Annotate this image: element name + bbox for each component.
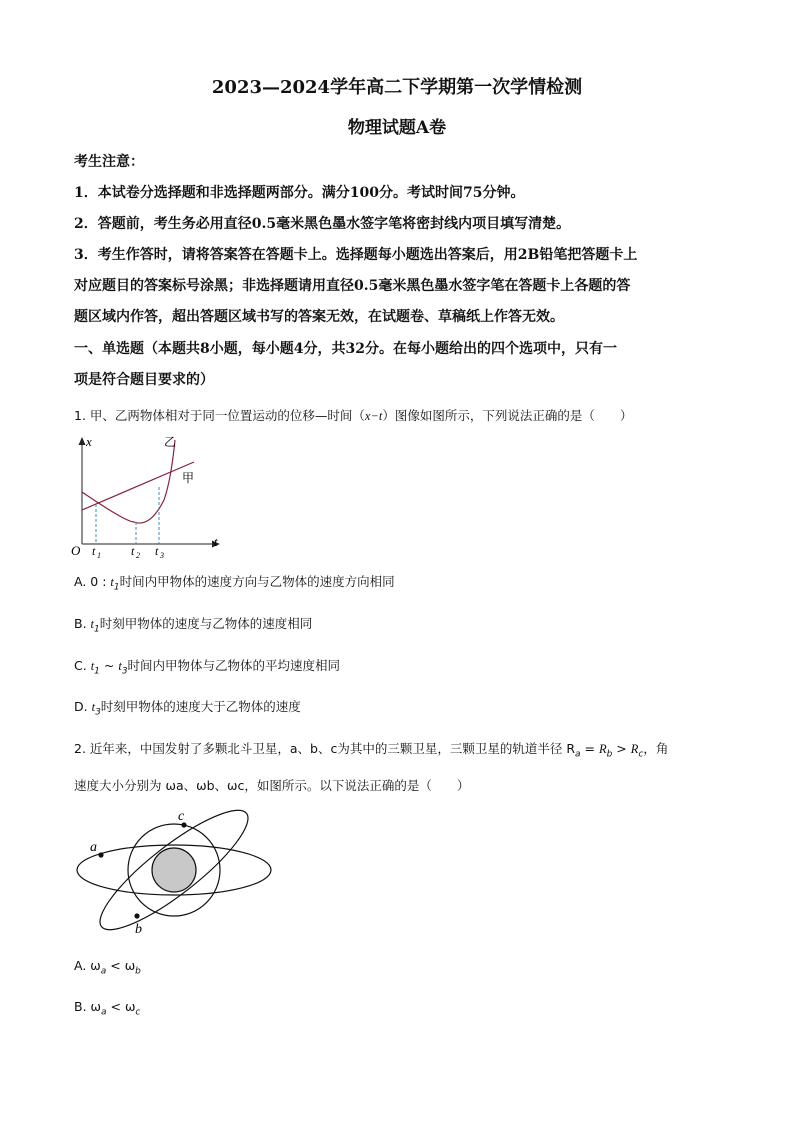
y-axis-label: x	[86, 434, 92, 449]
tick-t3-sub: 3	[160, 551, 164, 560]
label-a: a	[90, 840, 97, 855]
q1-option-c: C. $t_1$ ~ $t_3$时间内甲物体与乙物体的平均速度相同	[74, 658, 341, 677]
satellite-a	[98, 852, 103, 857]
notice-item-1: 1．本试卷分选择题和非选择题两部分。满分100分。考试时间75分钟。	[74, 185, 525, 201]
notice-item-2: 2．答题前，考生务必用直径0.5毫米黑色墨水签字笔将密封线内项目填写清楚。	[74, 216, 571, 232]
tick-t2-sub: 2	[136, 551, 140, 560]
notice-item-3-cont1: 对应题目的答案标号涂黑；非选择题请用直径0.5毫米黑色墨水签字笔在答题卡上各题的答	[74, 278, 631, 294]
page-title: 2023—2024学年高二下学期第一次学情检测	[211, 77, 583, 98]
notice-item-3-cont2: 题区域内作答，超出答题区域书写的答案无效，在试题卷、草稿纸上作答无效。	[74, 309, 564, 325]
question-2-stem-line1: 2. 近年来，中国发射了多颗北斗卫星，a、b、c为其中的三颗卫星，三颗卫星的轨道半径 $R_a = R_b > R_c$，角	[74, 741, 669, 760]
question-2-orbit-figure	[70, 805, 280, 940]
satellite-b	[134, 913, 139, 918]
section-heading-cont: 项是符合题目要求的）	[74, 372, 214, 388]
q2-option-a: A. $\omega_a < \omega_b$	[74, 958, 141, 977]
label-c: c	[178, 809, 185, 824]
label-b: b	[135, 922, 142, 937]
q1-option-d: D. $t_3$时刻甲物体的速度大于乙物体的速度	[74, 699, 301, 718]
section-heading: 一、单选题（本题共8小题，每小题4分，共32分。在每小题给出的四个选项中，只有一	[74, 341, 617, 357]
question-1-xt-graph	[66, 430, 226, 560]
q1-option-a: A. 0 : $t_1$时间内甲物体的速度方向与乙物体的速度方向相同	[74, 574, 395, 593]
notice-heading: 考生注意：	[74, 154, 144, 170]
earth	[152, 848, 196, 892]
tick-t1: t	[92, 544, 96, 558]
origin-label: O	[71, 543, 81, 558]
label-jia: 甲	[182, 471, 195, 485]
notice-item-3: 3．考生作答时，请将答案答在答题卡上。选择题每小题选出答案后，用2B铅笔把答题卡上	[74, 247, 638, 263]
tick-t2: t	[131, 544, 135, 558]
q1-option-b: B. $t_1$时刻甲物体的速度与乙物体的速度相同	[74, 616, 313, 635]
label-yi: 乙	[164, 435, 177, 449]
q2-option-b: B. $\omega_a < \omega_c$	[74, 999, 141, 1018]
question-2-stem-line2: 速度大小分别为 ωa、ωb、ωc，如图所示。以下说法正确的是（ ）	[74, 778, 470, 793]
tick-t3: t	[155, 544, 159, 558]
x-axis-label: t	[214, 534, 218, 549]
tick-t1-sub: 1	[97, 551, 101, 560]
question-1-stem: 1. 甲、乙两物体相对于同一位置运动的位移—时间（x−t）图像如图所示，下列说法正确的是（ ）	[74, 408, 633, 423]
page-subtitle: 物理试题A卷	[347, 118, 447, 138]
